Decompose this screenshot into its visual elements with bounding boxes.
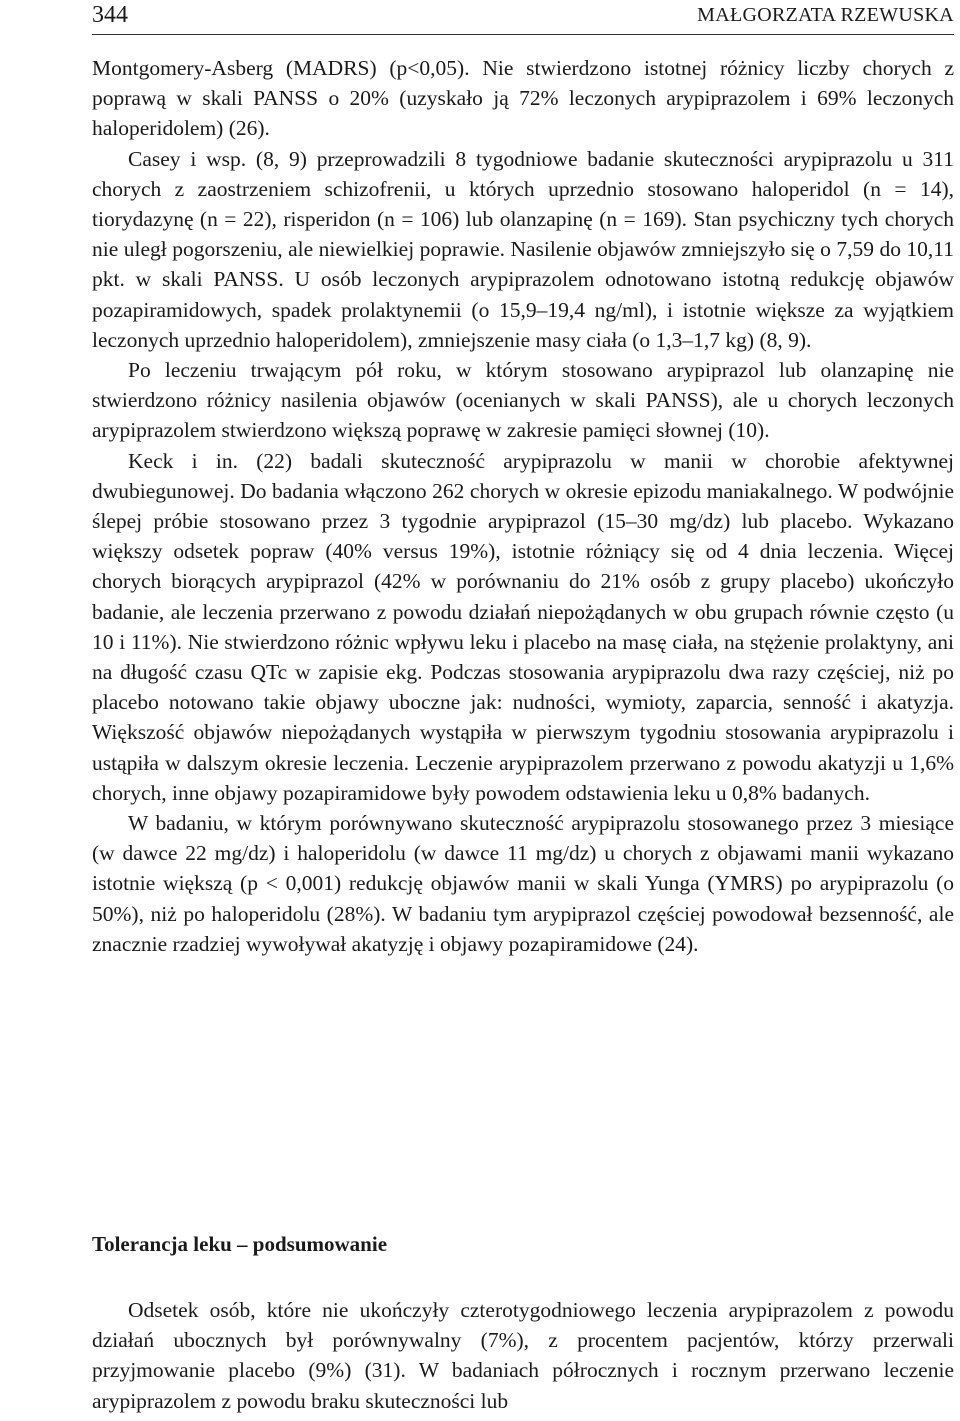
paragraph-comparison: W badaniu, w którym porównywano skuteczność arypiprazolu stosowanego przez 3 miesiące (w dawce 22 mg/dz) i haloperidolu (w dawce 11 mg/dz) u chorych z objawami manii wykazano istotnie większą (p < 0,001) redukcję objawów manii w skali Yunga (YMRS) po arypiprazolu (o 50%), niż po haloperidolu (28%). W badaniu tym arypiprazol częściej powodował bezsenność, ale znacznie rzadziej wywoływał akatyzję i objawy pozapiramidowe (24). [92, 811, 954, 956]
section-heading: Tolerancja leku – podsumowanie [92, 1232, 388, 1256]
body-text [92, 53, 954, 959]
page-number: 344 [92, 2, 128, 28]
running-head-author: MAŁGORZATA RZEWUSKA [697, 4, 954, 26]
paragraph-tolerance: Odsetek osób, które nie ukończyły czterotygodniowego leczenia arypiprazolem z powodu działań ubocznych był porównywalny (7%), z procentem pacjentów, którzy przerwali przyjmowanie placebo (9%) (31). W badaniach półrocznych i rocznym przerwano leczenie arypiprazolem z powodu braku skuteczności lub [92, 1298, 954, 1413]
paragraph-continuation: Montgomery-Asberg (MADRS) (p<0,05). Nie stwierdzono istotnej różnicy liczby chorych z poprawą w skali PANSS o 20% (uzyskało ją 72% leczonych arypiprazolem i 69% leczonych haloperidolem) (26). [92, 56, 954, 141]
paragraph-half-year: Po leczeniu trwającym pół roku, w którym stosowano arypiprazol lub olanzapinę nie stwierdzono różnicy nasilenia objawów (ocenianych w skali PANSS), ale u chorych leczonych arypiprazolem stwierdzono większą poprawę w zakresie pamięci słownej (10). [92, 358, 954, 443]
paragraph-casey: Casey i wsp. (8, 9) przeprowadzili 8 tygodniowe badanie skuteczności arypiprazolu u 311 chorych z zaostrzeniem schizofrenii, u których uprzednio stosowano haloperidol (n = 14), tiorydazynę (n = 22), risperidon (n = 106) lub olanzapinę (n = 169). Stan psychiczny tych chorych nie uległ pogorszeniu, ale niewielkiej poprawie. Nasilenie objawów zmniejszyło się o 7,59 do 10,11 pkt. w skali PANSS. U osób leczonych arypiprazolem odnotowano istotną redukcję objawów pozapiramidowych, spadek prolaktynemii (o 15,9–19,4 ng/ml), i istotnie większe za wyjątkiem leczonych uprzednio haloperidolem), zmniejszenie masy ciała (o 1,3–1,7 kg) (8, 9). [92, 146, 954, 352]
paragraph-keck: Keck i in. (22) badali skuteczność arypiprazolu w manii w chorobie afektywnej dwubiegunowej. Do badania włączono 262 chorych w okresie epizodu maniakalnego. W podwójnie ślepej próbie stosowano przez 3 tygodnie arypiprazol (15–30 mg/dz) lub placebo. Wykazano większy odsetek popraw (40% versus 19%), istotnie różniący się od 4 dnia leczenia. Więcej chorych biorących arypiprazol (42% w porównaniu do 21% osób z grupy placebo) ukończyło badanie, ale leczenia przerwano z powodu działań niepożądanych w obu grupach równie często (u 10 i 11%). Nie stwierdzono różnic wpływu leku i placebo na masę ciała, na stężenie prolaktyny, ani na długość czasu QTc w zapisie ekg. Podczas stosowania arypiprazolu dwa razy częściej, niż po placebo notowano takie objawy uboczne jak: nudności, wymioty, zaparcia, senność i akatyzja. Większość objawów niepożądanych wystąpiła w pierwszym tygodniu stosowania arypiprazolu i ustąpiła w dalszym okresie leczenia. Leczenie arypiprazolem przerwano z powodu akatyzji u 1,6% chorych, inne objawy pozapiramidowe były powodem odstawienia leku u 0,8% badanych. [92, 448, 954, 805]
page-header [92, 0, 954, 35]
section-body [92, 1295, 954, 1416]
